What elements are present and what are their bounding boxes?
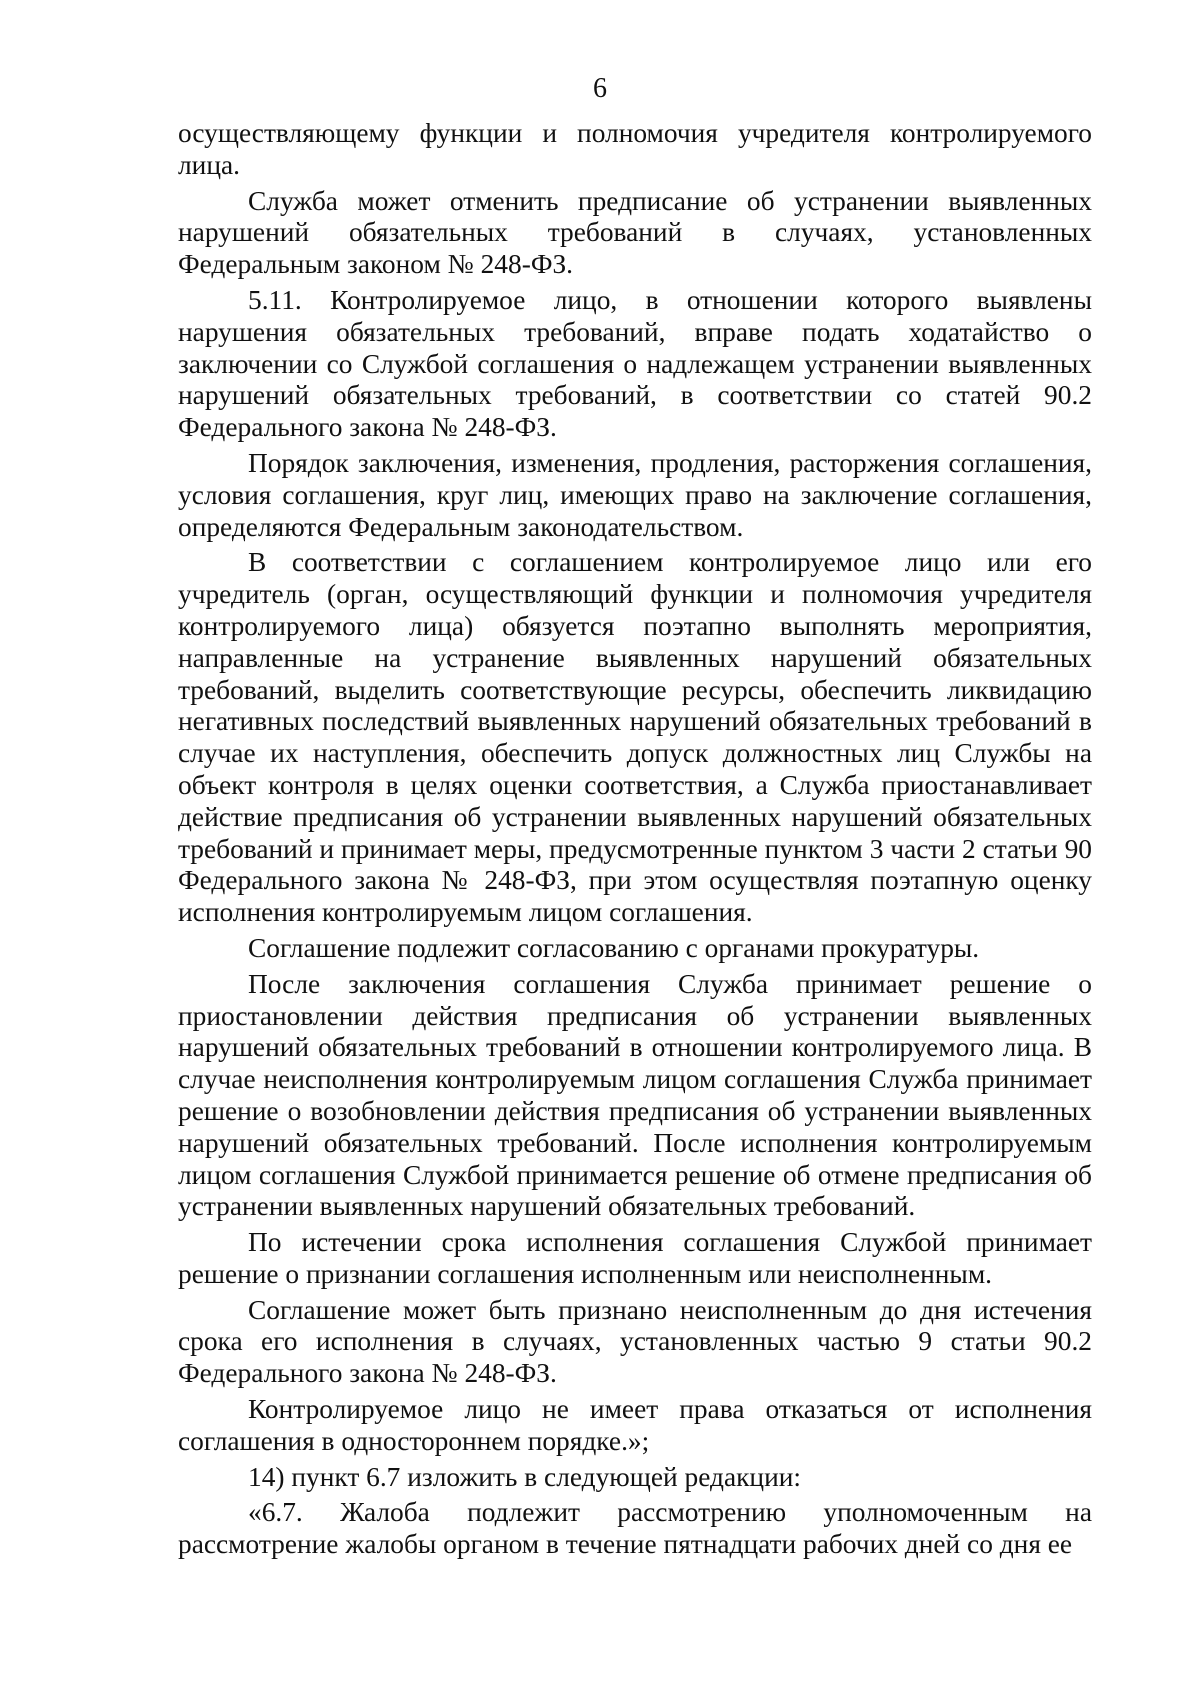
document-body — [178, 118, 1092, 1565]
paragraph: 5.11. Контролируемое лицо, в отношении которого выявлены нарушения обязательных требований, вправе подать ходатайство о заключении со Службой соглашения о надлежащем устранении выявленных нарушений обязательных требований, в соответствии со статей 90.2 Федерального закона № 248-ФЗ. — [178, 284, 1092, 443]
paragraph: В соответствии с соглашением контролируемое лицо или его учредитель (орган, осуществляющий функции и полномочия учредителя контролируемого лица) обязуется поэтапно выполнять мероприятия, направленные на устранение выявленных нарушений обязательных требований, выделить соответствующие ресурсы, обеспечить ликвидацию негативных последствий выявленных нарушений обязательных требований в случае их наступления, обеспечить допуск должностных лиц Службы на объект контроля в целях оценки соответствия, а Служба приостанавливает действие предписания об устранении выявленных нарушений обязательных требований и принимает меры, предусмотренные пунктом 3 части 2 статьи 90 Федерального закона № 248-ФЗ, при этом осуществляя поэтапную оценку исполнения контролируемым лицом соглашения. — [178, 547, 1092, 928]
paragraph: Контролируемое лицо не имеет права отказаться от исполнения соглашения в одностороннем порядке.»; — [178, 1394, 1092, 1456]
paragraph: По истечении срока исполнения соглашения Службой принимает решение о признании соглашения исполненным или неисполненным. — [178, 1227, 1092, 1289]
paragraph: осуществляющему функции и полномочия учредителя контролируемого лица. — [178, 118, 1092, 180]
paragraph: После заключения соглашения Служба принимает решение о приостановлении действия предписания об устранении выявленных нарушений обязательных требований в отношении контролируемого лица. В случае неисполнения контролируемым лицом соглашения Служба принимает решение о возобновлении действия предписания об устранении выявленных нарушений обязательных требований. После исполнения контролируемым лицом соглашения Службой принимается решение об отмене предписания об устранении выявленных нарушений обязательных требований. — [178, 968, 1092, 1222]
paragraph: «6.7. Жалоба подлежит рассмотрению уполномоченным на рассмотрение жалобы органом в течение пятнадцати рабочих дней со дня ее — [178, 1497, 1092, 1560]
paragraph: Порядок заключения, изменения, продления, расторжения соглашения, условия соглашения, круг лиц, имеющих право на заключение соглашения, определяются Федеральным законодательством. — [178, 447, 1092, 542]
page-number: 6 — [593, 73, 607, 104]
paragraph: Соглашение подлежит согласованию с органами прокуратуры. — [248, 932, 980, 963]
paragraph: Соглашение может быть признано неисполненным до дня истечения срока его исполнения в случаях, установленных частью 9 статьи 90.2 Федерального закона № 248-ФЗ. — [178, 1294, 1092, 1389]
paragraph: 14) пункт 6.7 изложить в следующей редакции: — [248, 1461, 802, 1492]
paragraph: Служба может отменить предписание об устранении выявленных нарушений обязательных требований в случаях, установленных Федеральным законом № 248-ФЗ. — [178, 185, 1092, 280]
